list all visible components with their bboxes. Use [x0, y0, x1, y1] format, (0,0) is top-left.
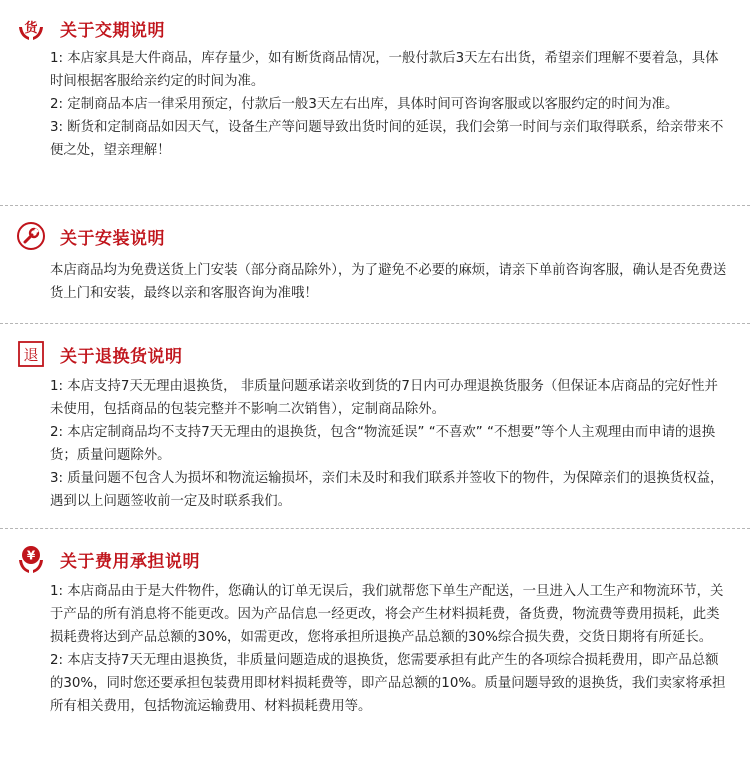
svg-text:¥: ¥ [26, 548, 36, 563]
svg-text:货: 货 [24, 21, 38, 36]
paragraph: 2: 本店支持7天无理由退换货，非质量问题造成的退换货，您需要承担有此产生的各项综合损耗费用，即产品总额的30%，同时您还要承担包装费用即材料损耗费等，即产品总额的10%。质量问题导致的退换货，我们卖家将承担所有相关费用，包括物流运输费用、材料损耗费用等。 [50, 653, 726, 714]
wrench-icon [16, 221, 46, 251]
section-title: 关于退换货说明 [60, 346, 183, 367]
section-body [50, 259, 730, 305]
svg-text:退: 退 [23, 346, 39, 364]
paragraph: 1: 本店家具是大件商品，库存量少，如有断货商品情况，一般付款后3天左右出货，希望亲们理解不要着急，具体时间根据客服给亲约定的时间为准。 [50, 51, 719, 89]
section-body [50, 47, 730, 162]
section-header [16, 220, 165, 252]
divider [0, 528, 750, 529]
paragraph: 3: 断货和定制商品如因天气，设备生产等问题导致出货时间的延误，我们会第一时间与亲们取得联系，给亲带来不便之处，望亲理解！ [50, 120, 724, 158]
goods-hands-icon [16, 13, 46, 43]
section-header [16, 338, 183, 370]
paragraph: 3: 质量问题不包含人为损坏和物流运输损坏，亲们未及时和我们联系并签收下的物件，为保障亲们的退换货权益，遇到以上问题签收前一定及时联系我们。 [50, 471, 724, 509]
paragraph: 2: 本店定制商品均不支持7天无理由的退换货，包含“物流延误” “不喜欢” “不想要”等个人主观理由而申请的退换货；质量问题除外。 [50, 425, 716, 463]
paragraph: 1: 本店商品由于是大件物件，您确认的订单无误后，我们就帮您下单生产配送，一旦进入人工生产和物流环节，关于产品的所有消息将不能更改。因为产品信息一经更改，将会产生材料损耗费，备货费，物流费等费用损耗，此类损耗费将达到产品总额的30%，如需更改，您将承担所退换产品总额的30%综合损失费，交货日期将有所延长。 [50, 584, 724, 645]
paragraph: 2: 定制商品本店一律采用预定，付款后一般3天左右出库，具体时间可咨询客服或以客服约定的时间为准。 [50, 97, 679, 112]
divider [0, 323, 750, 324]
return-icon [16, 339, 46, 369]
section-title: 关于费用承担说明 [60, 551, 200, 572]
section-body [50, 375, 730, 513]
section-header [16, 543, 200, 575]
section-body [50, 580, 730, 718]
section-title: 关于交期说明 [60, 20, 165, 41]
yuan-hands-icon [16, 544, 46, 574]
paragraph: 本店商品均为免费送货上门安装（部分商品除外），为了避免不必要的麻烦，请亲下单前咨询客服，确认是否免费送货上门和安装，最终以亲和客服咨询为准哦！ [50, 263, 727, 301]
paragraph: 1: 本店支持7天无理由退换货， 非质量问题承诺亲收到货的7日内可办理退换货服务（但保证本店商品的完好性并未使用，包括商品的包装完整并不影响二次销售），定制商品除外。 [50, 379, 718, 417]
section-header [16, 12, 165, 44]
divider [0, 205, 750, 206]
section-title: 关于安装说明 [60, 228, 165, 249]
